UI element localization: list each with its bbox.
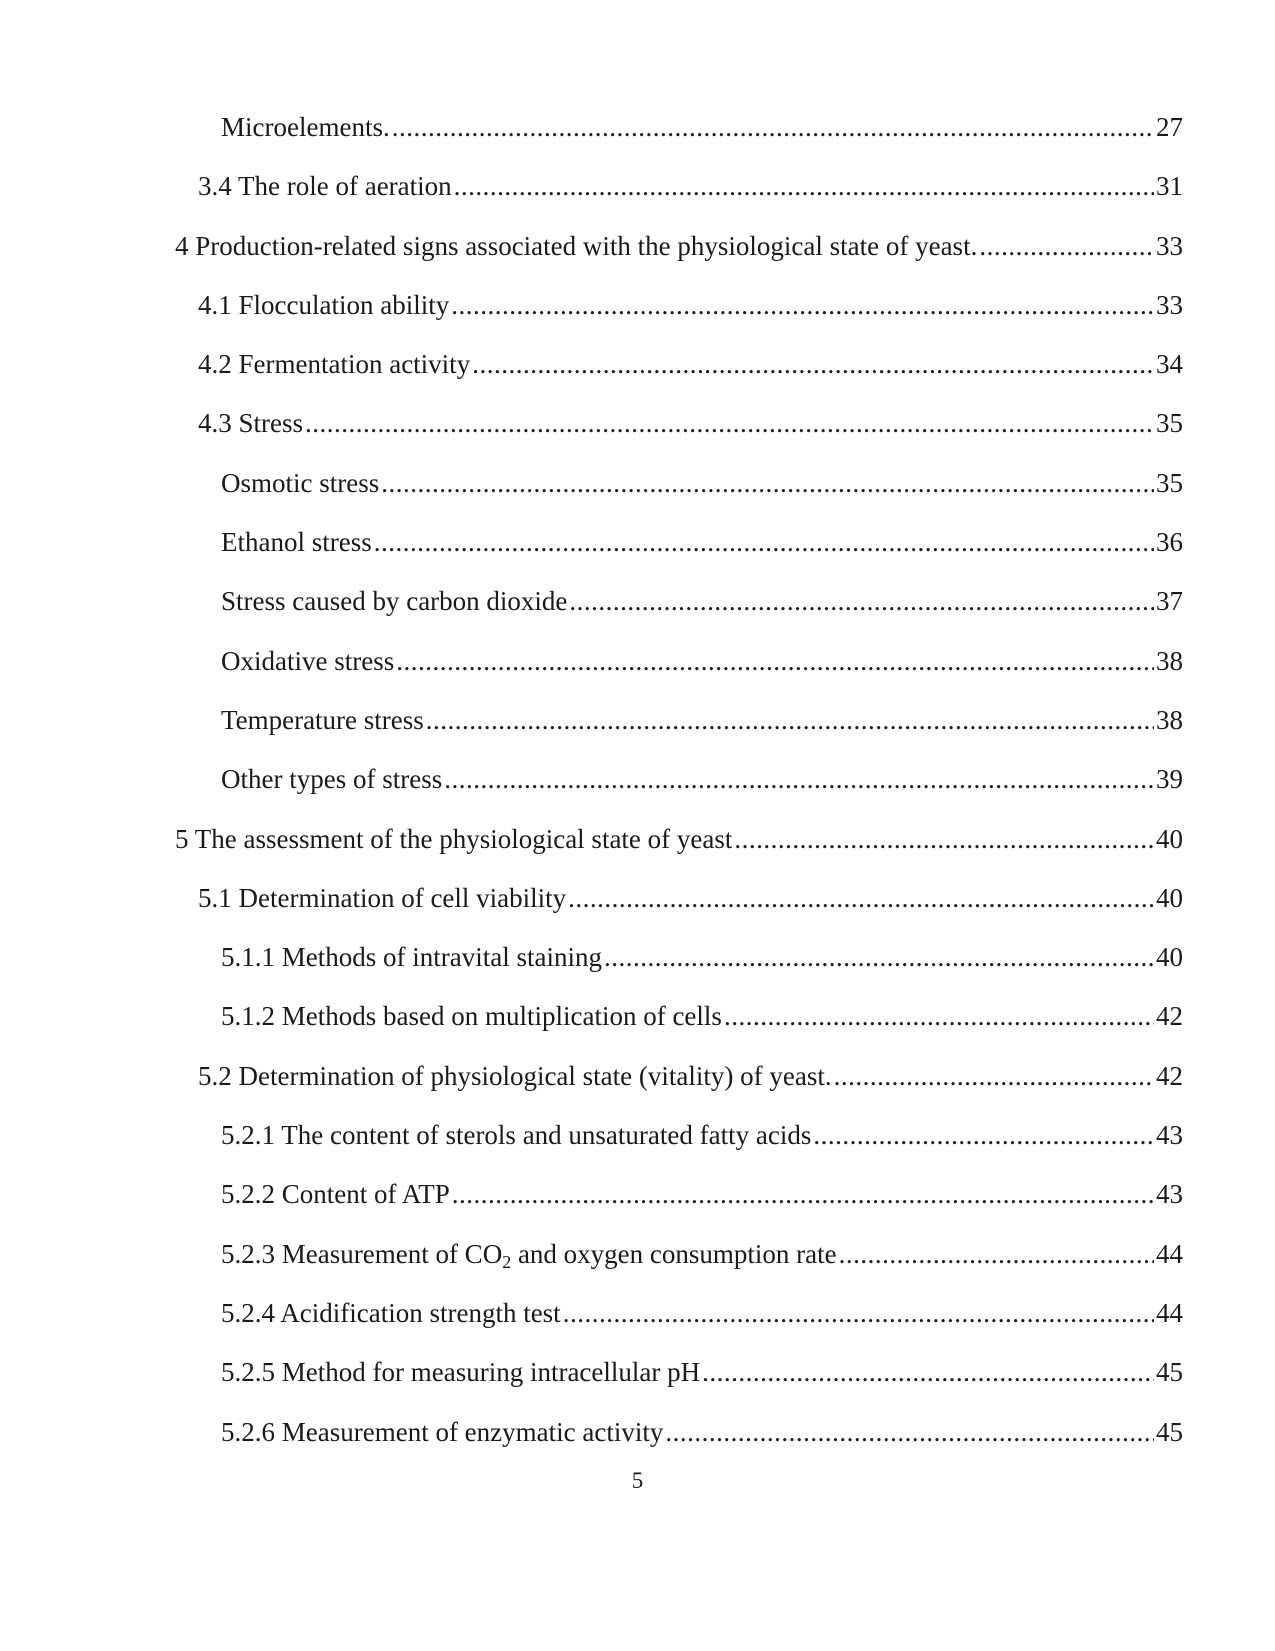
toc-entry-page: 45 bbox=[1156, 1357, 1183, 1388]
toc-entry-page: 31 bbox=[1156, 171, 1183, 202]
page-number: 5 bbox=[631, 1468, 644, 1493]
toc-entry-title: Osmotic stress bbox=[221, 467, 380, 498]
toc-entry[interactable] bbox=[0, 823, 1275, 882]
toc-entry-title: 5.1.1 Methods of intravital staining bbox=[221, 942, 602, 973]
toc-entry-title: 3.4 The role of aeration bbox=[198, 171, 452, 202]
toc-entry[interactable] bbox=[0, 348, 1275, 407]
toc-entry-page: 35 bbox=[1156, 408, 1183, 439]
toc-entry-page: 27 bbox=[1156, 112, 1183, 142]
dot-leader bbox=[426, 704, 1154, 736]
toc-entry-title: 4.1 Flocculation ability bbox=[198, 289, 450, 320]
toc-entry[interactable] bbox=[0, 882, 1275, 941]
toc-entry[interactable] bbox=[0, 1119, 1275, 1178]
toc-entry-title: Other types of stress bbox=[221, 764, 443, 795]
toc-entry[interactable] bbox=[0, 704, 1275, 763]
dot-leader bbox=[834, 1060, 1154, 1092]
toc-entry-page: 38 bbox=[1156, 645, 1183, 676]
toc-entry[interactable] bbox=[0, 1416, 1275, 1475]
toc-entry-page: 40 bbox=[1156, 942, 1183, 973]
dot-leader bbox=[665, 1416, 1154, 1448]
toc-entry-page: 42 bbox=[1156, 1001, 1183, 1032]
toc-entry-title: Stress caused by carbon dioxide bbox=[221, 586, 568, 617]
dot-leader bbox=[472, 348, 1154, 380]
toc-entry-page: 36 bbox=[1156, 527, 1183, 558]
toc-entry-title: 4.3 Stress bbox=[198, 408, 304, 439]
toc-entry-page: 40 bbox=[1156, 882, 1183, 913]
toc-entry-title: 5 The assessment of the physiological state of yeast bbox=[175, 823, 733, 854]
toc-entry-page: 33 bbox=[1156, 289, 1183, 320]
toc-entry[interactable] bbox=[0, 407, 1275, 466]
toc-entry-title: Microelements. bbox=[221, 112, 390, 142]
toc-entry[interactable] bbox=[0, 1238, 1275, 1297]
dot-leader bbox=[734, 823, 1154, 855]
toc-entry[interactable] bbox=[0, 763, 1275, 822]
toc-entry-page: 33 bbox=[1156, 230, 1183, 261]
toc-entry[interactable] bbox=[0, 585, 1275, 644]
toc-entry[interactable] bbox=[0, 230, 1275, 289]
toc-entry[interactable] bbox=[0, 1297, 1275, 1356]
dot-leader bbox=[396, 645, 1154, 677]
dot-leader bbox=[563, 1297, 1154, 1329]
toc-entry-page: 43 bbox=[1156, 1120, 1183, 1151]
toc-entry[interactable] bbox=[0, 526, 1275, 585]
toc-entry-page: 44 bbox=[1156, 1297, 1183, 1328]
toc-entry-page: 35 bbox=[1156, 467, 1183, 498]
toc-entry-title: 5.2.2 Content of ATP bbox=[221, 1179, 450, 1210]
dot-leader bbox=[702, 1356, 1154, 1388]
dot-leader bbox=[381, 467, 1154, 499]
toc-entry-page: 42 bbox=[1156, 1060, 1183, 1091]
toc-entry-title-part: 5.2.3 Measurement of CO bbox=[221, 1238, 503, 1269]
toc-entry[interactable] bbox=[0, 941, 1275, 1000]
dot-leader bbox=[451, 289, 1154, 321]
toc-entry[interactable] bbox=[0, 467, 1275, 526]
toc-entry-page: 44 bbox=[1156, 1238, 1183, 1269]
toc-entry[interactable] bbox=[0, 1178, 1275, 1237]
dot-leader bbox=[813, 1119, 1154, 1151]
toc-entry-page: 43 bbox=[1156, 1179, 1183, 1210]
dot-leader bbox=[444, 763, 1154, 795]
subscript-2: 2 bbox=[502, 1251, 512, 1272]
toc-entry-page: 39 bbox=[1156, 764, 1183, 795]
toc-entry-title: 5.2.4 Acidification strength test bbox=[221, 1297, 561, 1328]
toc-entry-title: Oxidative stress bbox=[221, 645, 395, 676]
toc-entry-title: 5.2.1 The content of sterols and unsaturated fatty acids bbox=[221, 1120, 812, 1151]
dot-leader bbox=[305, 407, 1154, 439]
toc-entry-page: 37 bbox=[1156, 586, 1183, 617]
toc-entry-title-part: and oxygen consumption rate bbox=[511, 1238, 837, 1269]
toc-entry-title: 5.2 Determination of physiological state (vitality) of yeast. bbox=[198, 1060, 832, 1091]
dot-leader bbox=[839, 1238, 1154, 1270]
table-of-contents bbox=[0, 111, 1275, 1475]
toc-entry[interactable] bbox=[0, 645, 1275, 704]
toc-entry-title: 5.1 Determination of cell viability bbox=[198, 882, 567, 913]
dot-leader bbox=[724, 1000, 1154, 1032]
toc-entry[interactable] bbox=[0, 289, 1275, 348]
dot-leader bbox=[374, 526, 1154, 558]
toc-entry[interactable] bbox=[0, 1000, 1275, 1059]
toc-entry-title: 5.1.2 Methods based on multiplication of cells bbox=[221, 1001, 722, 1032]
toc-entry-page: 38 bbox=[1156, 704, 1183, 735]
dot-leader bbox=[568, 882, 1154, 914]
dot-leader bbox=[604, 941, 1154, 973]
toc-entry-page: 45 bbox=[1156, 1416, 1183, 1447]
dot-leader bbox=[392, 111, 1154, 143]
toc-entry[interactable] bbox=[0, 170, 1275, 229]
toc-entry[interactable] bbox=[0, 111, 1275, 170]
toc-entry-page: 34 bbox=[1156, 349, 1183, 380]
dot-leader bbox=[979, 230, 1154, 262]
toc-entry-title: Ethanol stress bbox=[221, 527, 372, 558]
dot-leader bbox=[452, 1178, 1154, 1210]
toc-entry-title bbox=[221, 1238, 837, 1270]
toc-entry-title: 5.2.6 Measurement of enzymatic activity bbox=[221, 1416, 664, 1447]
dot-leader bbox=[454, 170, 1154, 202]
toc-entry-title: 5.2.5 Method for measuring intracellular pH bbox=[221, 1357, 701, 1388]
toc-entry-title: 4 Production-related signs associated with the physiological state of yeast. bbox=[175, 230, 978, 261]
toc-entry-page: 40 bbox=[1156, 823, 1183, 854]
dot-leader bbox=[569, 585, 1154, 617]
toc-entry[interactable] bbox=[0, 1060, 1275, 1119]
toc-entry-title: Temperature stress bbox=[221, 704, 424, 735]
toc-entry-title: 4.2 Fermentation activity bbox=[198, 349, 471, 380]
toc-entry[interactable] bbox=[0, 1356, 1275, 1415]
